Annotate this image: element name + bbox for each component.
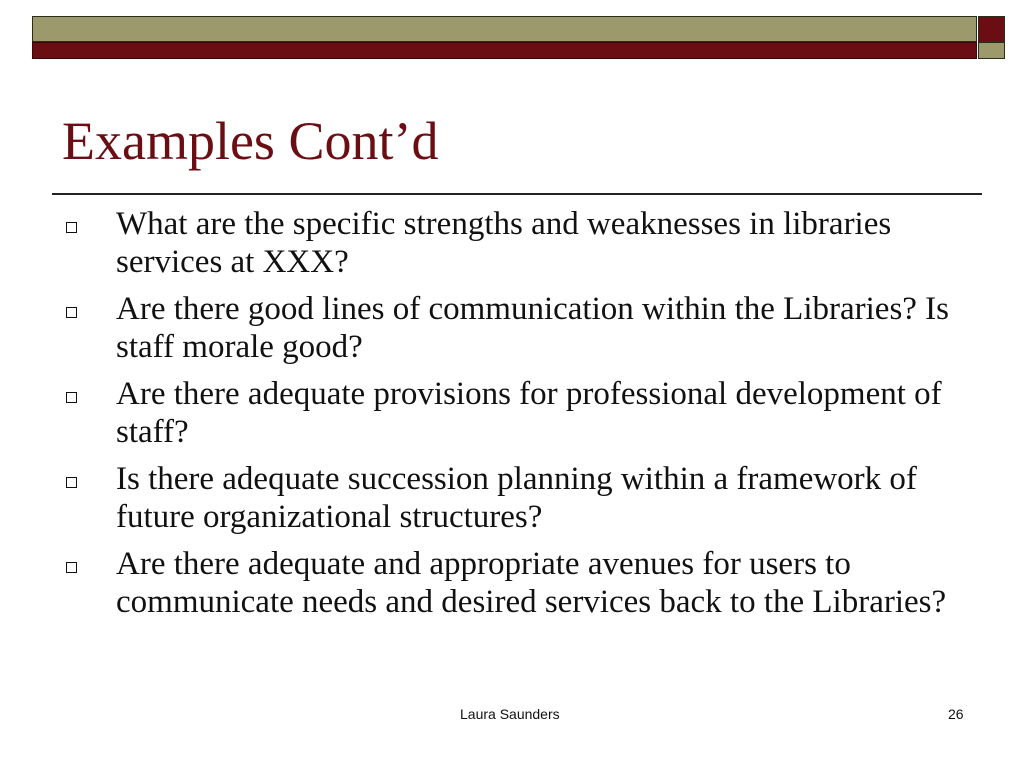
banner-olive-band [32, 16, 977, 42]
square-bullet-icon [66, 222, 77, 233]
bullet-item [62, 545, 972, 621]
square-bullet-icon [66, 562, 77, 573]
bullet-item [62, 460, 972, 536]
square-bullet-icon [66, 477, 77, 488]
bullet-item [62, 375, 972, 451]
bullet-text: Are there adequate and appropriate avenues for users to communicate needs and desired services back to the Libraries? [116, 546, 947, 620]
bullet-text: Are there adequate provisions for professional development of staff? [116, 376, 942, 450]
bullet-item [62, 205, 972, 281]
bullet-item [62, 290, 972, 366]
slide-number: 26 [948, 706, 964, 722]
title-divider [52, 193, 982, 195]
square-bullet-icon [66, 307, 77, 318]
banner-maroon-band [32, 42, 977, 59]
bullet-text: Is there adequate succession planning within a framework of future organizational structures? [116, 461, 917, 535]
square-bullet-icon [66, 392, 77, 403]
banner-maroon-square [978, 16, 1005, 42]
bullet-text: Are there good lines of communication within the Libraries? Is staff morale good? [116, 291, 950, 365]
decorative-banner [32, 16, 1024, 60]
bullet-text: What are the specific strengths and weaknesses in libraries services at XXX? [116, 206, 892, 280]
bullet-list [62, 205, 972, 630]
slide-title: Examples Cont’d [62, 111, 439, 171]
banner-olive-square [978, 42, 1005, 59]
footer-author: Laura Saunders [460, 706, 560, 722]
